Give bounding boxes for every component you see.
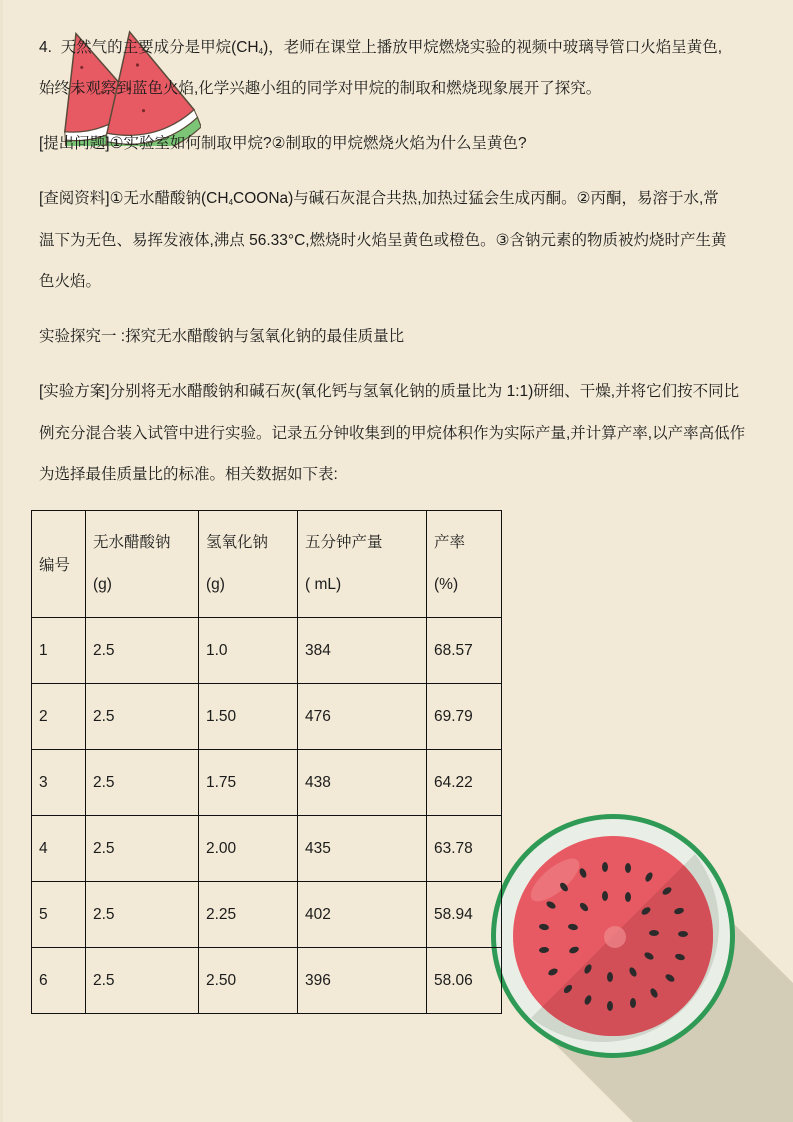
- reference-line-2: 温下为无色、易挥发液体,沸点 56.33°C,燃烧时火焰呈黄色或橙色。③含钠元素的物质被灼烧时产生黄: [39, 232, 727, 249]
- inquiry-title: 实验探究一 :探究无水醋酸钠与氢氧化钠的最佳质量比: [39, 328, 405, 345]
- header-cell-naoh: 氢氧化钠 (g): [199, 511, 298, 618]
- plan-line-2: 例充分混合装入试管中进行实验。记录五分钟收集到的甲烷体积作为实际产量,并计算产率,以产率高低作: [39, 425, 746, 442]
- table-row: 3 2.5 1.75 438 64.22: [32, 750, 502, 816]
- table-row: 6 2.5 2.50 396 58.06: [32, 948, 502, 1014]
- header-cell-yield-volume: 五分钟产量 ( mL): [298, 511, 427, 618]
- data-table: [31, 510, 502, 1014]
- table-row: 1 2.5 1.0 384 68.57: [32, 618, 502, 684]
- table-row: 4 2.5 2.00 435 63.78: [32, 816, 502, 882]
- plan-line-1: [实验方案]分别将无水醋酸钠和碱石灰(氧化钙与氢氧化钠的质量比为 1:1)研细、干燥,并将它们按不同比: [39, 383, 740, 400]
- question-intro-line-2: 始终未观察到蓝色火焰,化学兴趣小组的同学对甲烷的制取和燃烧现象展开了探究。: [39, 80, 602, 97]
- watermelon-round-icon: [483, 800, 793, 1122]
- table-row: 5 2.5 2.25 402 58.94: [32, 882, 502, 948]
- question-number: 4.: [39, 39, 52, 56]
- table-header-row: [32, 511, 502, 618]
- reference-line-1: [查阅资料]①无水醋酸钠$(CH_4COONa)$与碱石灰混合共热,加热过猛会生成丙酮。②丙酮，易溶于水,常: [39, 190, 719, 207]
- header-cell-sodium-acetate: 无水醋酸钠 (g): [86, 511, 199, 618]
- question-intro-line-1: 4. 天然气的主要成分是甲烷$(CH_4)$，老师在课堂上播放甲烷燃烧实验的视频中玻璃导管口火焰呈黄色,: [39, 39, 723, 56]
- plan-line-3: 为选择最佳质量比的标准。相关数据如下表:: [39, 466, 338, 483]
- header-cell-id: 编号: [32, 511, 86, 618]
- header-cell-yield-rate: 产率 (%): [427, 511, 502, 618]
- table-row: 2 2.5 1.50 476 69.79: [32, 684, 502, 750]
- problem-statement: [提出问题]①实验室如何制取甲烷?②制取的甲烷燃烧火焰为什么呈黄色?: [39, 135, 527, 152]
- reference-line-3: 色火焰。: [39, 273, 102, 290]
